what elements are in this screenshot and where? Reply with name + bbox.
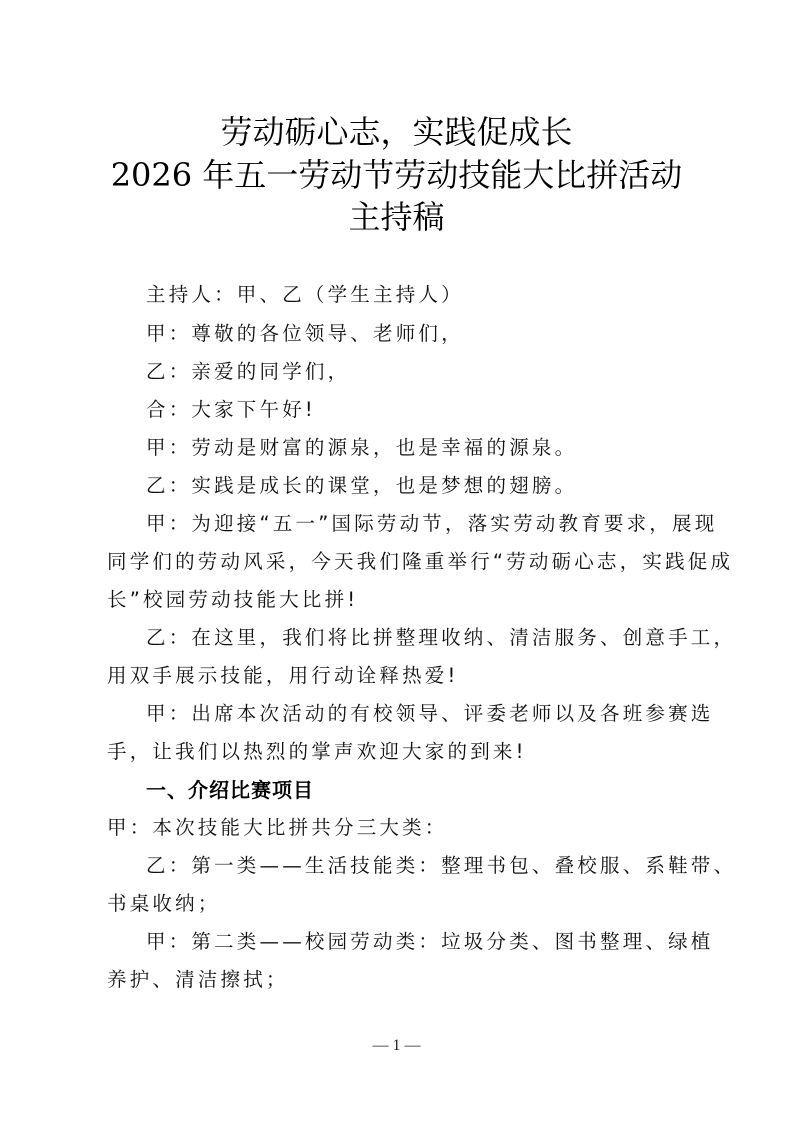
dialogue-line: 书桌收纳； [107, 892, 221, 915]
dialogue-line: 乙：第一类——生活技能类：整理书包、叠校服、系鞋带、 [146, 854, 737, 877]
dialogue-line: 甲：本次技能大比拼共分三大类： [107, 816, 448, 839]
dialogue-line: 乙：在这里，我们将比拼整理收纳、清洁服务、创意手工， [146, 626, 737, 649]
dialogue-line: 同学们的劳动风采，今天我们隆重举行“劳动砺心志，实践促成 [107, 550, 734, 573]
dialogue-line: 养护、清洁擦拭； [107, 968, 289, 991]
dialogue-line: 乙：实践是成长的课堂，也是梦想的翅膀。 [146, 474, 578, 497]
page-number: — 1 — [372, 1037, 421, 1054]
section-heading: 一、介绍比赛项目 [146, 778, 314, 802]
dialogue-line: 用双手展示技能，用行动诠释热爱! [107, 664, 459, 687]
dialogue-line: 甲：第二类——校园劳动类：垃圾分类、图书整理、绿植 [146, 930, 714, 953]
dialogue-line: 合：大家下午好! [146, 398, 316, 421]
host-intro: 主持人：甲、乙（学生主持人） [146, 283, 464, 306]
dialogue-line: 甲：劳动是财富的源泉，也是幸福的源泉。 [146, 436, 578, 459]
dialogue-line: 手，让我们以热烈的掌声欢迎大家的到来! [107, 740, 527, 763]
dialogue-line: 甲：为迎接“五一”国际劳动节，落实劳动教育要求，展现 [146, 512, 718, 535]
dialogue-line: 乙：亲爱的同学们， [146, 360, 351, 383]
title-line-1: 劳动砺心志，实践促成长 [220, 113, 573, 151]
title-line-2: 2026 年五一劳动节劳动技能大比拼活动 [110, 156, 683, 194]
dialogue-line: 甲：出席本次活动的有校领导、评委老师以及各班参赛选 [146, 702, 714, 725]
dialogue-line: 长”校园劳动技能大比拼! [107, 588, 359, 611]
dialogue-line: 甲：尊敬的各位领导、老师们， [146, 322, 464, 345]
title-line-3: 主持稿 [348, 198, 445, 236]
